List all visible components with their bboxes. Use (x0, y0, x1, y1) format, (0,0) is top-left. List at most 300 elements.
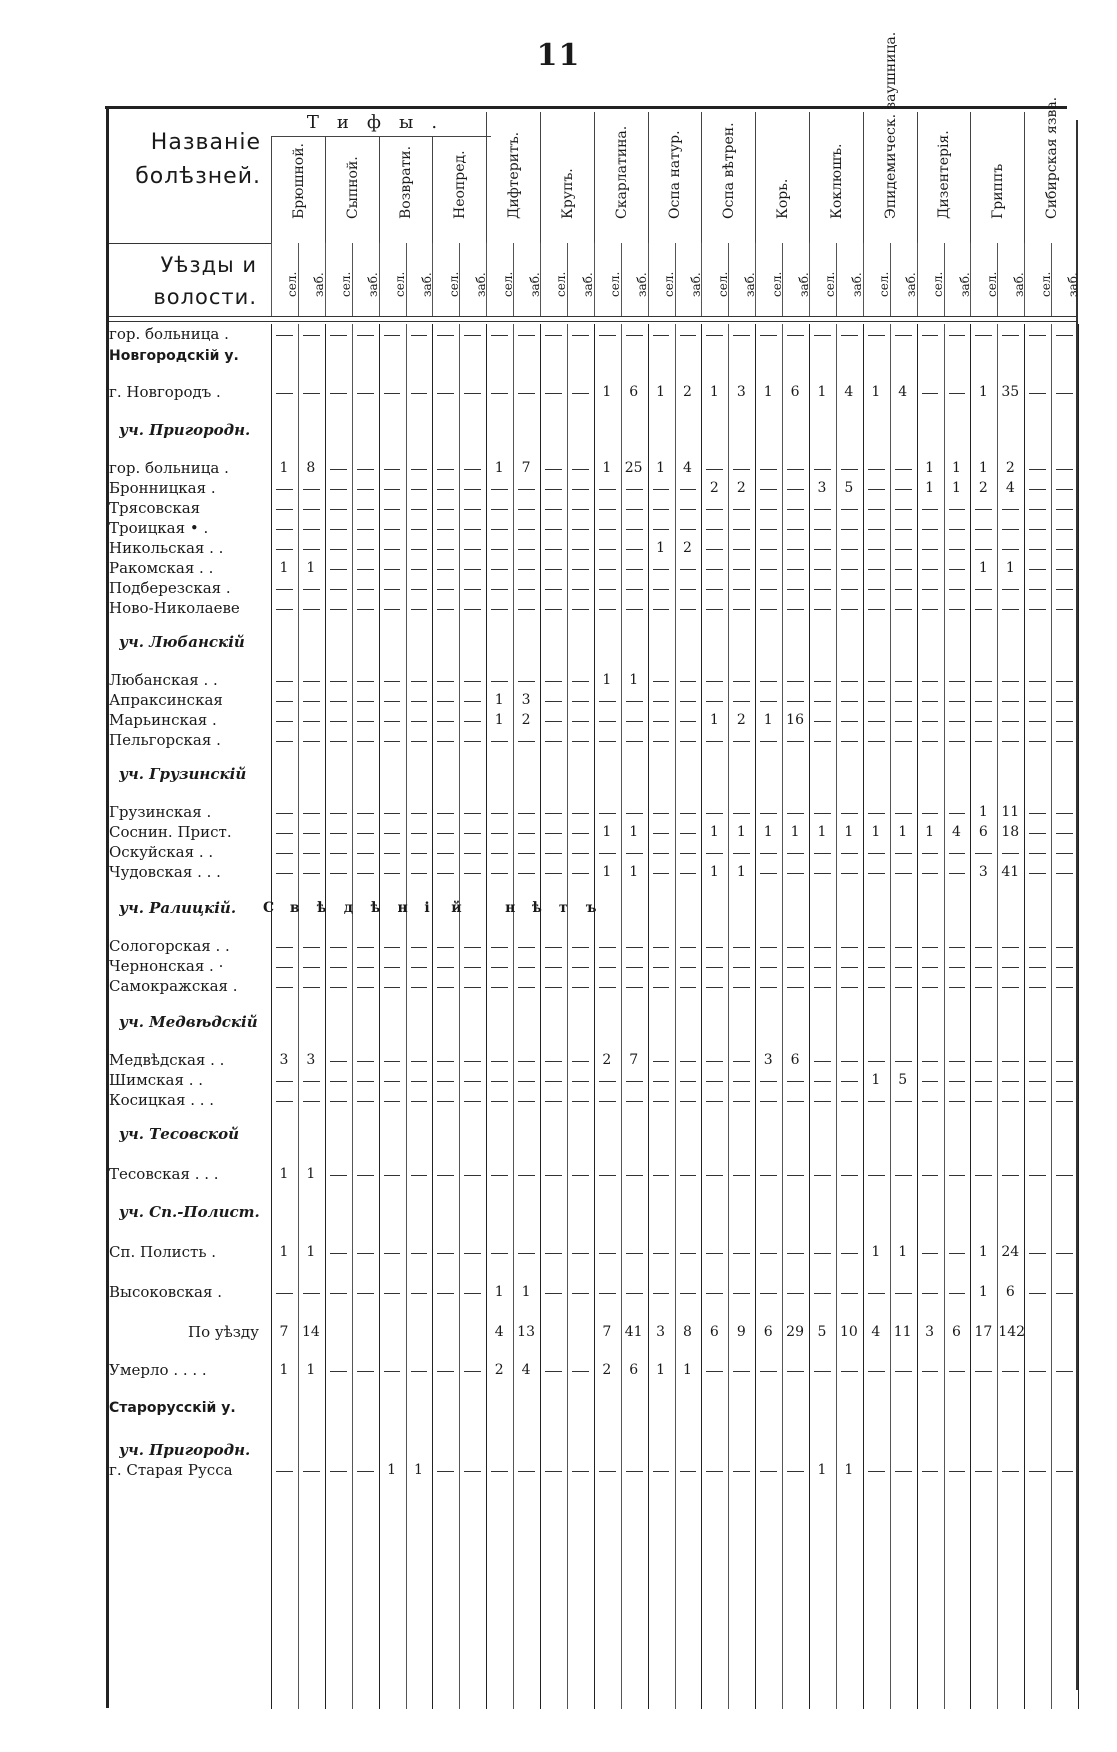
section-label: уч. Сп.-Полист. (119, 1203, 260, 1221)
empty-dash (841, 469, 858, 470)
empty-dash (303, 681, 320, 682)
sub-column-header (944, 243, 972, 317)
empty-dash (787, 987, 804, 988)
empty-dash (1002, 987, 1019, 988)
empty-dash (357, 549, 374, 550)
empty-dash (303, 967, 320, 968)
section-label: уч. Медвѣдскій (119, 1013, 258, 1031)
table-cell: 2 (736, 712, 746, 728)
empty-dash (653, 569, 670, 570)
empty-dash (1029, 569, 1046, 570)
empty-dash (787, 489, 804, 490)
empty-dash (411, 1081, 428, 1082)
table-cell: 1 (414, 1462, 423, 1478)
empty-dash (437, 393, 454, 394)
empty-dash (895, 1471, 912, 1472)
empty-dash (949, 1371, 966, 1372)
empty-dash (303, 741, 320, 742)
empty-dash (276, 721, 293, 722)
empty-dash (357, 813, 374, 814)
table-cell: 6 (709, 1324, 719, 1340)
empty-dash (680, 489, 697, 490)
empty-dash (357, 393, 374, 394)
table-cell: 4 (521, 1362, 531, 1378)
empty-dash (949, 701, 966, 702)
empty-dash (1029, 1471, 1046, 1472)
district-title: Новгородскій у. (109, 348, 239, 364)
disease-column-header (432, 136, 487, 243)
empty-dash (464, 469, 481, 470)
empty-dash (653, 529, 670, 530)
empty-dash (491, 335, 508, 336)
empty-dash (626, 1471, 643, 1472)
table-cell: 1 (736, 864, 746, 880)
empty-dash (1029, 1081, 1046, 1082)
empty-dash (787, 1471, 804, 1472)
disease-column-header (648, 112, 703, 243)
empty-dash (922, 1101, 939, 1102)
empty-dash (464, 1293, 481, 1294)
empty-dash (895, 1101, 912, 1102)
empty-dash (437, 873, 454, 874)
empty-dash (733, 681, 750, 682)
table-cell: 1 (306, 1244, 316, 1260)
empty-dash (626, 1101, 643, 1102)
table-row (109, 1242, 1076, 1262)
empty-dash (437, 1061, 454, 1062)
empty-dash (895, 469, 912, 470)
empty-dash (706, 701, 723, 702)
empty-dash (949, 987, 966, 988)
empty-dash (518, 529, 535, 530)
table-cell: 6 (952, 1324, 961, 1340)
empty-dash (599, 1293, 616, 1294)
empty-dash (276, 489, 293, 490)
empty-dash (1029, 721, 1046, 722)
empty-dash (949, 1471, 966, 1472)
empty-dash (949, 509, 966, 510)
empty-dash (1056, 529, 1073, 530)
table-cell: 5 (844, 480, 854, 496)
table-cell: 5 (817, 1324, 827, 1340)
empty-dash (868, 589, 885, 590)
empty-dash (1002, 741, 1019, 742)
table-row (109, 842, 1076, 862)
disease-column-header (271, 136, 326, 243)
empty-dash (760, 1293, 777, 1294)
empty-dash (975, 987, 992, 988)
disease-label: Оспа вѣтрен. (721, 122, 738, 219)
row-label: гор. больница . (109, 459, 229, 477)
empty-dash (814, 813, 831, 814)
empty-dash (330, 335, 347, 336)
district-heading-line2: волости. (153, 285, 257, 309)
disease-column-header (325, 136, 380, 243)
empty-dash (653, 1101, 670, 1102)
table-row (109, 538, 1076, 558)
empty-dash (437, 1175, 454, 1176)
empty-dash (572, 967, 589, 968)
empty-dash (357, 701, 374, 702)
empty-dash (437, 1101, 454, 1102)
empty-dash (814, 549, 831, 550)
sub-column-label: сел. (554, 271, 569, 297)
empty-dash (626, 1175, 643, 1176)
empty-dash (518, 741, 535, 742)
row-label: Тесовская . . . (109, 1165, 219, 1183)
empty-dash (975, 853, 992, 854)
disease-label: Крупъ. (559, 168, 576, 219)
empty-dash (384, 741, 401, 742)
empty-dash (626, 987, 643, 988)
table-cell: 1 (629, 864, 639, 880)
empty-dash (733, 589, 750, 590)
empty-dash (975, 947, 992, 948)
empty-dash (868, 987, 885, 988)
empty-dash (975, 549, 992, 550)
empty-dash (733, 1101, 750, 1102)
empty-dash (949, 1101, 966, 1102)
empty-dash (1029, 853, 1046, 854)
empty-dash (841, 335, 858, 336)
empty-dash (330, 1101, 347, 1102)
empty-dash (384, 1293, 401, 1294)
table-cell: 1 (629, 824, 639, 840)
empty-dash (464, 853, 481, 854)
empty-dash (357, 1081, 374, 1082)
empty-dash (545, 1061, 562, 1062)
empty-dash (303, 589, 320, 590)
disease-column-header (379, 136, 434, 243)
disease-label: Брюшной. (290, 143, 307, 219)
empty-dash (814, 967, 831, 968)
empty-dash (411, 1175, 428, 1176)
empty-dash (411, 469, 428, 470)
empty-dash (518, 947, 535, 948)
empty-dash (733, 947, 750, 948)
empty-dash (303, 609, 320, 610)
table-row (109, 862, 1076, 882)
empty-dash (1029, 1061, 1046, 1062)
empty-dash (814, 681, 831, 682)
sub-column-header (675, 243, 703, 317)
empty-dash (330, 393, 347, 394)
empty-dash (357, 609, 374, 610)
empty-dash (599, 853, 616, 854)
row-label: По уѣзду (188, 1323, 259, 1341)
empty-dash (949, 1253, 966, 1254)
table-cell: 1 (306, 560, 316, 576)
empty-dash (303, 509, 320, 510)
table-cell: 2 (683, 540, 692, 556)
section-label: уч. Любанскій (119, 633, 245, 651)
empty-dash (787, 1175, 804, 1176)
empty-dash (437, 947, 454, 948)
empty-dash (437, 1371, 454, 1372)
table-cell: 11 (1001, 804, 1020, 820)
empty-dash (518, 1253, 535, 1254)
empty-dash (330, 1081, 347, 1082)
sub-column-label: сел. (662, 271, 677, 297)
empty-dash (384, 549, 401, 550)
row-label: гор. больница . (109, 325, 229, 343)
empty-dash (330, 1061, 347, 1062)
sub-column-header (540, 243, 568, 317)
table-cell: 1 (521, 1284, 531, 1300)
empty-dash (491, 873, 508, 874)
empty-dash (733, 1293, 750, 1294)
table-cell: 1 (279, 1166, 289, 1182)
empty-dash (545, 1253, 562, 1254)
empty-dash (1056, 1293, 1073, 1294)
table-cell: 1 (602, 460, 612, 476)
empty-dash (1029, 529, 1046, 530)
empty-dash (572, 947, 589, 948)
empty-dash (653, 489, 670, 490)
empty-dash (814, 335, 831, 336)
empty-dash (760, 489, 777, 490)
empty-dash (949, 853, 966, 854)
empty-dash (760, 569, 777, 570)
empty-dash (626, 549, 643, 550)
empty-dash (841, 1081, 858, 1082)
empty-dash (949, 393, 966, 394)
empty-dash (599, 1471, 616, 1472)
empty-dash (1056, 967, 1073, 968)
empty-dash (868, 489, 885, 490)
empty-dash (1056, 1371, 1073, 1372)
table-cell: 2 (521, 712, 531, 728)
empty-dash (680, 741, 697, 742)
empty-dash (653, 681, 670, 682)
table-cell: 13 (517, 1324, 535, 1340)
empty-dash (706, 813, 723, 814)
empty-dash (545, 1371, 562, 1372)
table-cell: 1 (763, 384, 773, 400)
empty-dash (357, 987, 374, 988)
empty-dash (491, 853, 508, 854)
empty-dash (895, 987, 912, 988)
empty-dash (491, 609, 508, 610)
table-row (109, 670, 1076, 690)
empty-dash (518, 1471, 535, 1472)
empty-dash (1029, 609, 1046, 610)
empty-dash (572, 509, 589, 510)
sub-column-header (406, 243, 434, 317)
empty-dash (733, 987, 750, 988)
empty-dash (626, 701, 643, 702)
row-label: Апраксинская (109, 691, 223, 709)
empty-dash (330, 681, 347, 682)
empty-dash (1056, 987, 1073, 988)
empty-dash (545, 813, 562, 814)
empty-dash (922, 1371, 939, 1372)
empty-dash (357, 1061, 374, 1062)
empty-dash (572, 569, 589, 570)
empty-dash (384, 967, 401, 968)
table-row (109, 632, 1076, 652)
empty-dash (411, 701, 428, 702)
empty-dash (437, 589, 454, 590)
empty-dash (922, 967, 939, 968)
empty-dash (922, 609, 939, 610)
empty-dash (437, 569, 454, 570)
empty-dash (733, 1471, 750, 1472)
empty-dash (706, 967, 723, 968)
empty-dash (868, 701, 885, 702)
empty-dash (464, 721, 481, 722)
empty-dash (572, 813, 589, 814)
empty-dash (760, 1253, 777, 1254)
empty-dash (464, 1101, 481, 1102)
table-cell: 6 (629, 384, 639, 400)
empty-dash (491, 489, 508, 490)
empty-dash (545, 1175, 562, 1176)
empty-dash (895, 1175, 912, 1176)
disease-label: Возврати. (398, 145, 415, 219)
empty-dash (303, 335, 320, 336)
table-cell: 1 (602, 824, 612, 840)
empty-dash (653, 813, 670, 814)
empty-dash (491, 987, 508, 988)
empty-dash (787, 1081, 804, 1082)
empty-dash (545, 833, 562, 834)
empty-dash (626, 1253, 643, 1254)
table-cell: 1 (763, 824, 773, 840)
sub-column-header (1024, 243, 1052, 317)
empty-dash (357, 1293, 374, 1294)
empty-dash (1029, 967, 1046, 968)
table-cell: 1 (844, 824, 854, 840)
sub-column-label: сел. (446, 271, 461, 297)
empty-dash (814, 947, 831, 948)
empty-dash (384, 701, 401, 702)
disease-column-header (863, 31, 918, 243)
empty-dash (922, 1061, 939, 1062)
empty-dash (357, 947, 374, 948)
disease-column-header (917, 112, 972, 243)
empty-dash (357, 1253, 374, 1254)
empty-dash (787, 1293, 804, 1294)
empty-dash (518, 1101, 535, 1102)
empty-dash (437, 529, 454, 530)
empty-dash (922, 681, 939, 682)
empty-dash (330, 1371, 347, 1372)
empty-dash (411, 987, 428, 988)
empty-dash (680, 1293, 697, 1294)
row-label: Чернонская . · (109, 957, 224, 975)
no-data-letter: ъ (585, 900, 597, 916)
empty-dash (437, 853, 454, 854)
empty-dash (706, 609, 723, 610)
sub-column-label: сел. (769, 271, 784, 297)
table-cell: 7 (279, 1324, 289, 1340)
empty-dash (518, 489, 535, 490)
empty-dash (733, 701, 750, 702)
table-row (109, 1360, 1076, 1380)
empty-dash (680, 681, 697, 682)
empty-dash (1002, 589, 1019, 590)
disease-label: Сыпной. (344, 156, 361, 219)
sub-column-label: заб. (850, 272, 865, 297)
empty-dash (518, 1081, 535, 1082)
empty-dash (895, 721, 912, 722)
empty-dash (868, 509, 885, 510)
empty-dash (384, 335, 401, 336)
empty-dash (330, 1253, 347, 1254)
table-cell: 2 (602, 1362, 612, 1378)
empty-dash (464, 1061, 481, 1062)
empty-dash (760, 589, 777, 590)
empty-dash (357, 509, 374, 510)
empty-dash (491, 1253, 508, 1254)
sub-column-label: сел. (931, 271, 946, 297)
empty-dash (680, 1175, 697, 1176)
empty-dash (975, 335, 992, 336)
table-cell: 1 (387, 1462, 397, 1478)
empty-dash (706, 1253, 723, 1254)
empty-dash (518, 509, 535, 510)
row-label: Шимская . . (109, 1071, 204, 1089)
empty-dash (357, 1101, 374, 1102)
empty-dash (841, 681, 858, 682)
table-cell: 1 (709, 864, 719, 880)
empty-dash (626, 1081, 643, 1082)
empty-dash (411, 741, 428, 742)
table-row (109, 1090, 1076, 1110)
empty-dash (653, 1293, 670, 1294)
empty-dash (868, 1471, 885, 1472)
no-data-letter: ѣ (532, 900, 542, 916)
empty-dash (1029, 681, 1046, 682)
table-cell: 1 (978, 1284, 988, 1300)
empty-dash (949, 681, 966, 682)
empty-dash (276, 853, 293, 854)
header-rule-double (109, 321, 1076, 322)
table-cell: 1 (817, 384, 827, 400)
empty-dash (868, 741, 885, 742)
table-row (109, 420, 1076, 440)
table-row (109, 690, 1076, 710)
empty-dash (518, 853, 535, 854)
table-cell: 1 (709, 712, 719, 728)
empty-dash (437, 681, 454, 682)
table-cell: 1 (279, 1244, 289, 1260)
empty-dash (599, 1175, 616, 1176)
empty-dash (411, 549, 428, 550)
empty-dash (814, 853, 831, 854)
table-cell: 17 (974, 1324, 993, 1340)
empty-dash (384, 1101, 401, 1102)
empty-dash (1056, 853, 1073, 854)
table-cell: 1 (952, 460, 961, 476)
empty-dash (545, 873, 562, 874)
empty-dash (572, 987, 589, 988)
empty-dash (491, 741, 508, 742)
empty-dash (464, 589, 481, 590)
table-cell: 7 (521, 460, 531, 476)
empty-dash (814, 1293, 831, 1294)
empty-dash (545, 721, 562, 722)
empty-dash (303, 701, 320, 702)
empty-dash (276, 681, 293, 682)
empty-dash (276, 833, 293, 834)
empty-dash (706, 947, 723, 948)
empty-dash (841, 701, 858, 702)
empty-dash (706, 569, 723, 570)
empty-dash (491, 681, 508, 682)
empty-dash (1029, 1101, 1046, 1102)
